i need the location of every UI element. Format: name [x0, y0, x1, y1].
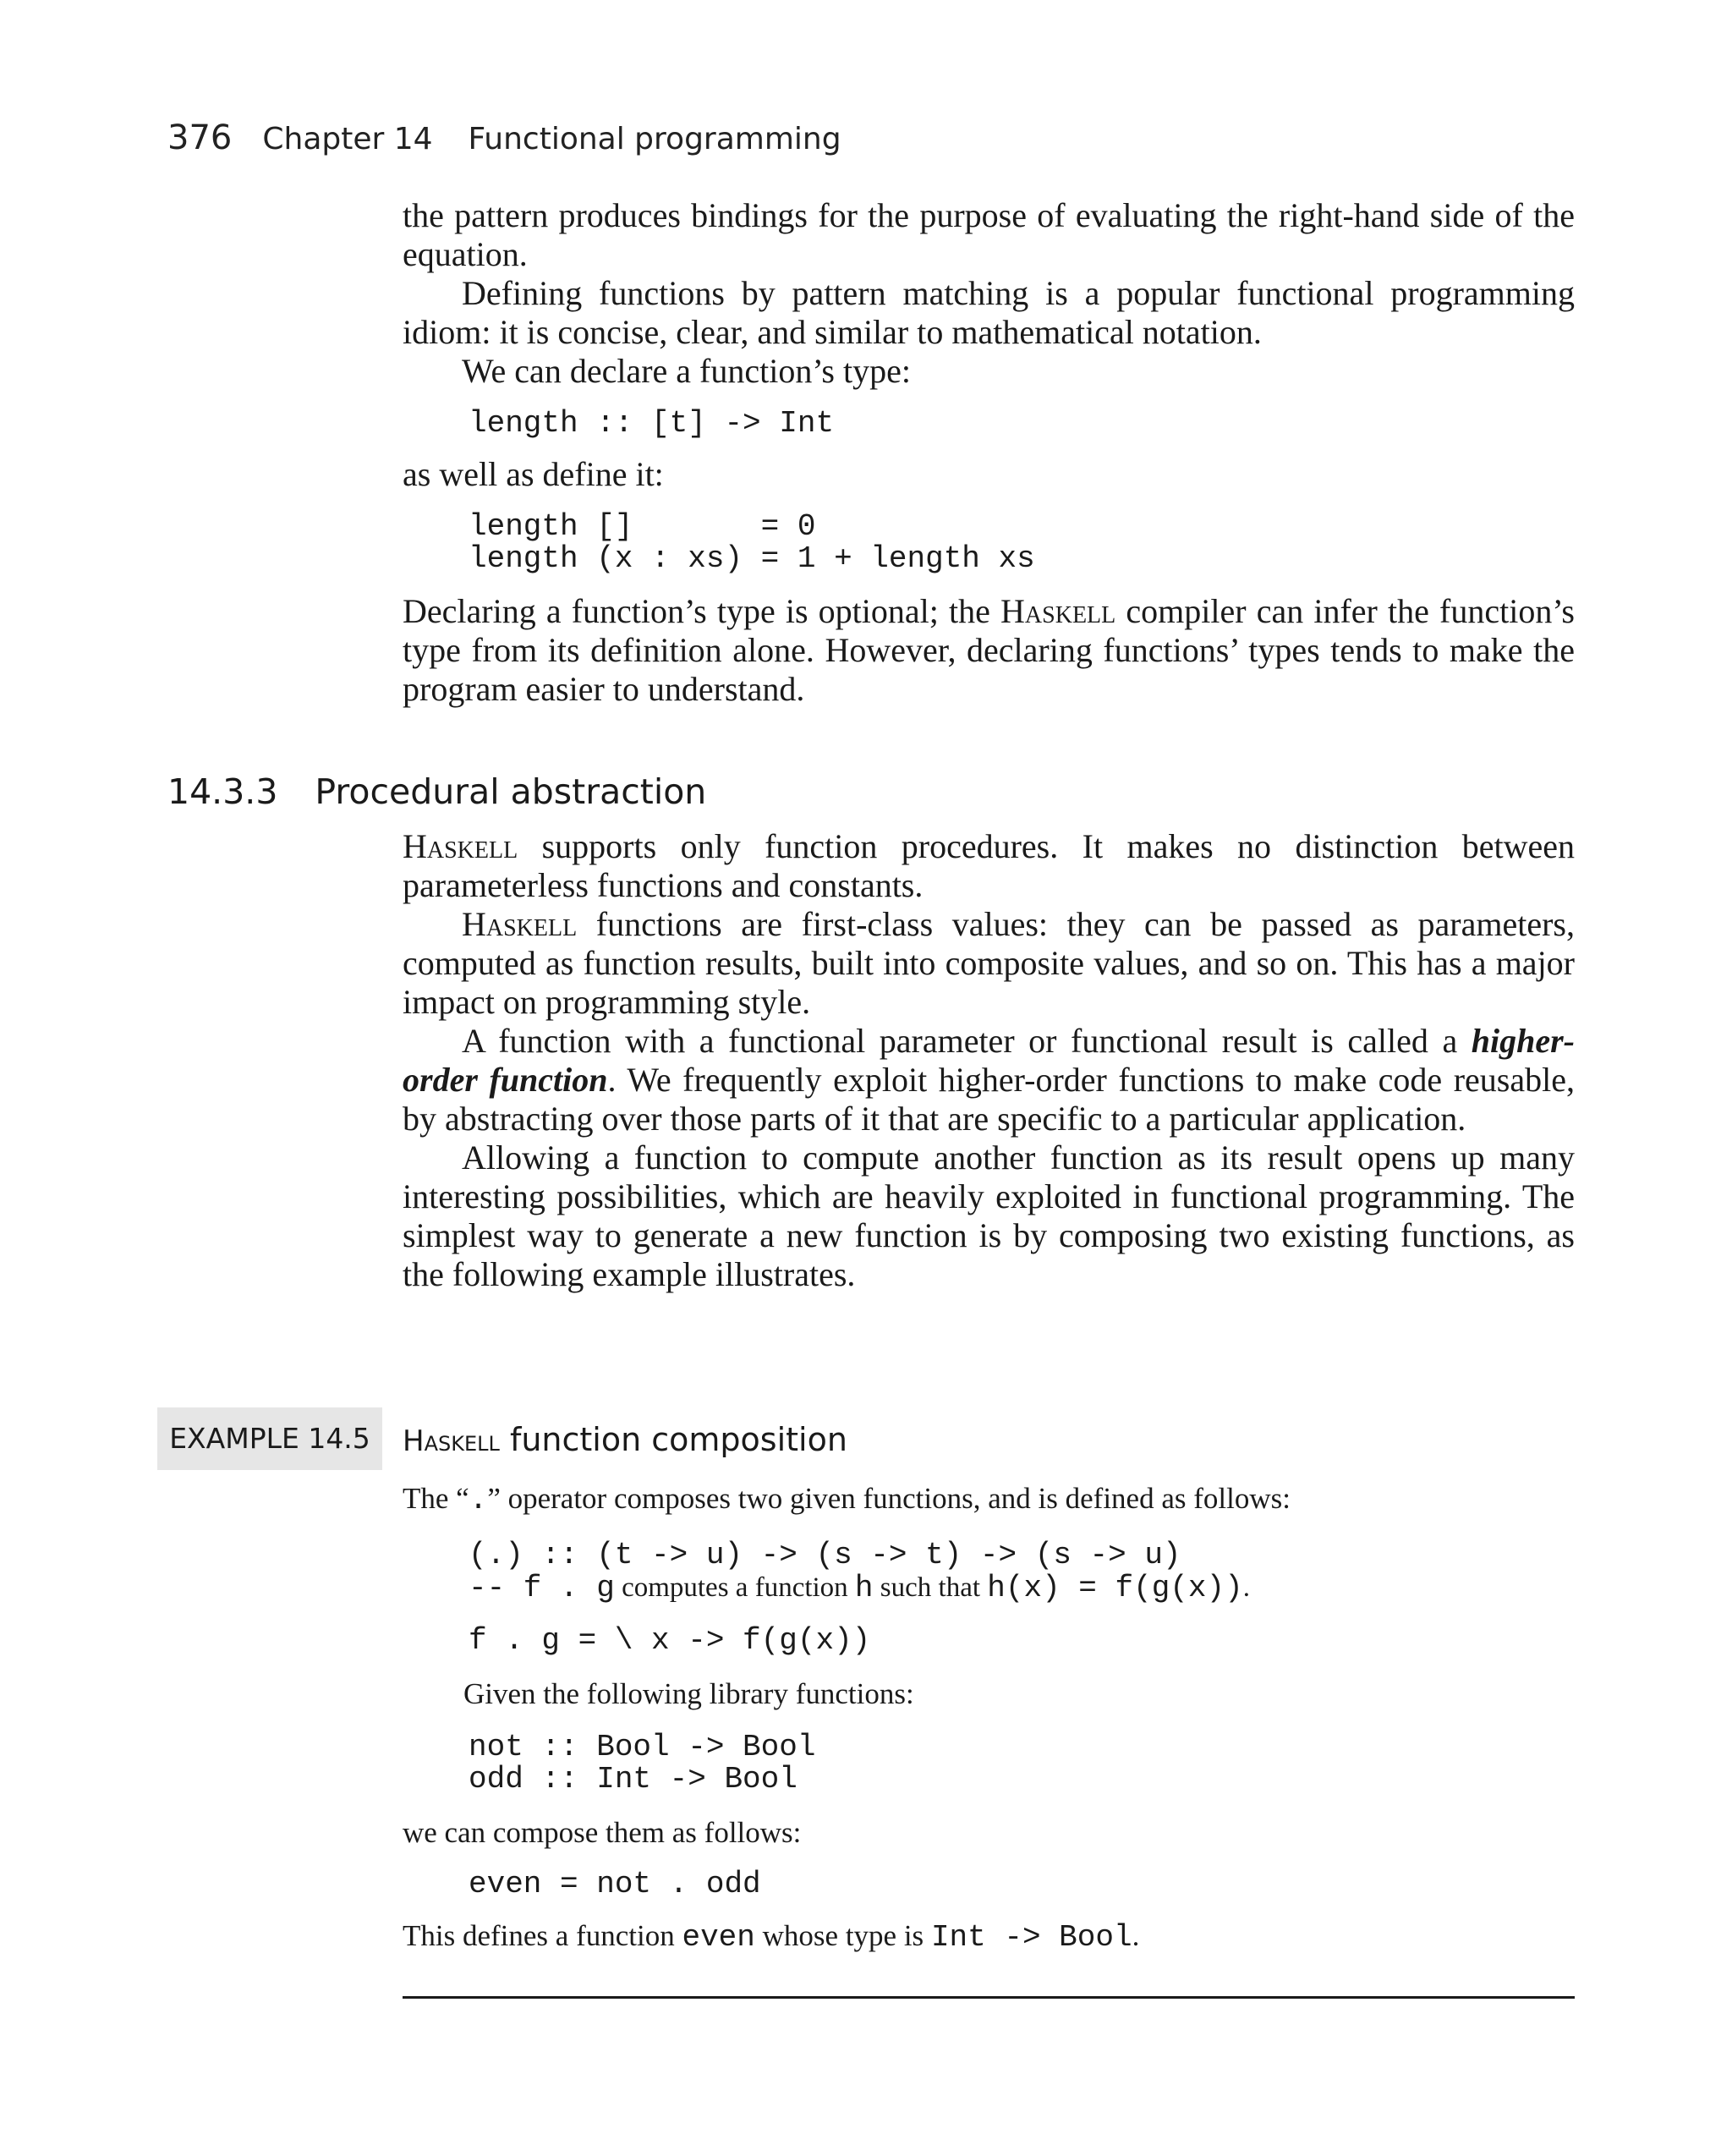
comment-text: . — [1242, 1572, 1250, 1603]
code-run: h — [854, 1571, 874, 1605]
text-run: . — [1132, 1919, 1140, 1952]
chapter-title: Functional programming — [468, 122, 841, 156]
haskell-name: Haskell — [403, 1424, 500, 1458]
text-run: This defines a function — [403, 1919, 682, 1952]
section-number: 14.3.3 — [167, 771, 278, 812]
operator-symbol: . — [469, 1483, 488, 1517]
inline-code: even — [682, 1920, 755, 1955]
text-run: The “ — [403, 1482, 469, 1515]
text-run: . We frequently exploit higher-order functions to make code reusable, by abstracting over those parts of it that are specific to a particular application. — [403, 1061, 1575, 1138]
code-line: (.) :: (t -> u) -> (s -> t) -> (s -> u) — [469, 1538, 1181, 1572]
paragraph — [403, 1022, 1575, 1138]
text-run: functions are first-class values: they can be passed as parameters, computed as function results, built into composite values, and so on. This has a major impact on programming style. — [403, 905, 1575, 1021]
paragraph: as well as define it: — [403, 455, 664, 493]
running-header — [167, 118, 841, 157]
chapter-label: Chapter 14 — [262, 122, 433, 156]
code-block — [403, 1539, 1575, 1605]
code-block: length :: [t] -> Int — [469, 406, 835, 441]
text-run: whose type is — [754, 1919, 931, 1952]
paragraph — [403, 905, 1575, 1022]
code-run: h(x) = f(g(x)) — [987, 1571, 1243, 1605]
section-heading — [167, 771, 706, 812]
example-label: EXAMPLE 14.5 — [157, 1407, 382, 1470]
paragraph — [403, 827, 1575, 905]
text-run: supports only function procedures. It makes no distinction between parameterless functions and constants. — [403, 827, 1575, 904]
text-run: Declaring a function’s type is optional; the — [403, 592, 1001, 630]
paragraph — [403, 1919, 1575, 1955]
inline-code: Int -> Bool — [930, 1920, 1132, 1955]
paragraph — [403, 592, 1575, 709]
paragraph: We can declare a function’s type: — [462, 352, 911, 390]
comment-text: such that — [873, 1572, 988, 1603]
code-run: -- f . g — [469, 1571, 615, 1605]
text-run: compiler can infer the function’s type from its definition alone. However, declaring functions’ types tends to make the program easier to understand. — [403, 592, 1575, 708]
paragraph: Defining functions by pattern matching is a popular functional programming idiom: it is concise, clear, and similar to mathematical notation. — [403, 274, 1575, 351]
intro-block — [403, 196, 1575, 709]
text-run: ” operator composes two given functions, and is defined as follows: — [487, 1482, 1291, 1515]
haskell-name: Haskell — [403, 827, 518, 865]
example-end-rule — [403, 1996, 1575, 1999]
example-title — [403, 1421, 847, 1458]
section-body — [403, 827, 1575, 1294]
haskell-name: Haskell — [1000, 592, 1116, 630]
section-title: Procedural abstraction — [315, 771, 707, 812]
code-block: length [] = 0 length (x : xs) = 1 + length xs — [469, 509, 1035, 576]
paragraph: the pattern produces bindings for the purpose of evaluating the right-hand side of the equation. — [403, 196, 1575, 273]
page-number: 376 — [167, 118, 233, 157]
text-run: A function with a functional parameter or functional result is called a — [462, 1022, 1472, 1060]
code-block: even = not . odd — [469, 1867, 761, 1901]
code-block: f . g = \ x -> f(g(x)) — [469, 1623, 871, 1658]
paragraph: we can compose them as follows: — [403, 1816, 802, 1849]
paragraph: Given the following library functions: — [463, 1677, 914, 1710]
code-block: not :: Bool -> Bool odd :: Int -> Bool — [469, 1730, 816, 1797]
text-run: function composition — [499, 1421, 847, 1458]
paragraph: Allowing a function to compute another function as its result opens up many interesting possibilities, which are heavily exploited in functional programming. The simplest way to generate a new function is by composing two existing functions, as the following example illustrates. — [403, 1138, 1575, 1293]
defined-term: higher-order function — [403, 1022, 1575, 1099]
comment-text: computes a function — [614, 1572, 855, 1603]
example-body — [403, 1482, 1575, 1955]
haskell-name: Haskell — [462, 905, 578, 943]
paragraph — [403, 1482, 1575, 1517]
code-comment-line — [403, 1572, 1575, 1605]
